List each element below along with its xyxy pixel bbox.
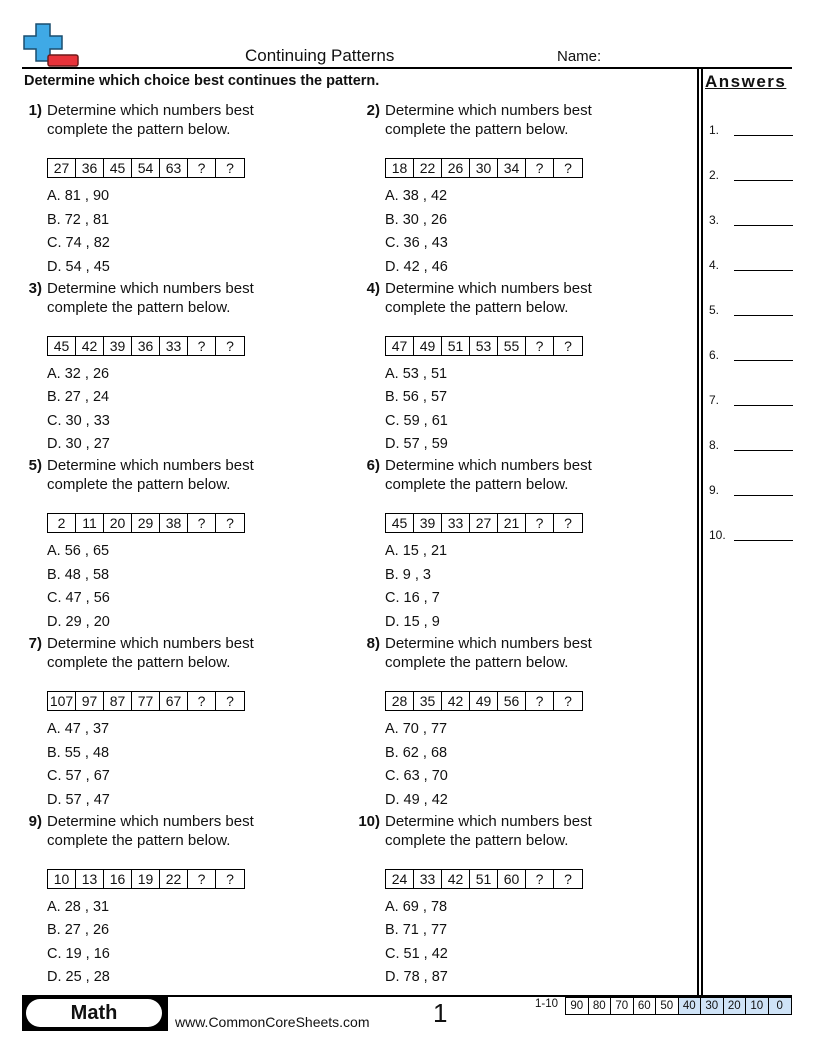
score-table	[565, 997, 792, 1015]
sequence-term: 30	[470, 159, 498, 177]
answer-choices	[385, 898, 448, 992]
question-prompt: Determine which numbers best complete the pattern below.	[385, 812, 592, 849]
top-rule	[22, 67, 792, 69]
choice-option[interactable]: C. 16 , 7	[385, 590, 440, 607]
question-number: 2)	[366, 102, 380, 119]
sequence-term: 55	[498, 337, 526, 355]
sequence-term: 27	[470, 514, 498, 532]
sequence-term: 24	[386, 870, 414, 888]
answer-blank[interactable]	[734, 405, 793, 406]
choice-option[interactable]: C. 59 , 61	[385, 412, 448, 429]
sequence-term: 38	[160, 514, 188, 532]
instructions: Determine which choice best continues the pattern.	[24, 73, 380, 89]
sequence-term: 45	[48, 337, 76, 355]
sequence-term: 42	[76, 337, 104, 355]
answer-line[interactable]	[709, 483, 793, 497]
sequence-term: 87	[104, 692, 132, 710]
unknown-term: ?	[564, 693, 572, 710]
question-number: 10)	[358, 812, 380, 830]
choice-option[interactable]: D. 30 , 27	[47, 436, 110, 453]
choice-option[interactable]: C. 63 , 70	[385, 768, 448, 785]
question-prompt: Determine which numbers best complete the pattern below.	[385, 102, 592, 138]
sequence-term: 42	[442, 692, 470, 710]
choice-option[interactable]: A. 38 , 42	[385, 188, 448, 204]
pattern-sequence	[385, 691, 583, 711]
sequence-term: 45	[104, 159, 132, 177]
pattern-sequence	[385, 513, 583, 533]
pattern-sequence	[47, 869, 245, 889]
unknown-term: ?	[564, 337, 572, 354]
sequence-term: 18	[386, 159, 414, 177]
choice-option[interactable]: C. 19 , 16	[47, 945, 110, 962]
answer-line[interactable]	[709, 123, 793, 137]
unknown-term: ?	[226, 337, 234, 354]
unknown-term: ?	[526, 692, 554, 710]
pattern-sequence	[385, 158, 583, 178]
page-number: 1	[433, 998, 448, 1028]
answer-choices	[385, 365, 448, 459]
unknown-term: ?	[564, 515, 572, 532]
choice-option[interactable]: D. 25 , 28	[47, 969, 110, 986]
answer-blank[interactable]	[734, 225, 793, 226]
question-prompt: Determine which numbers best complete the pattern below.	[47, 279, 254, 316]
sequence-term: 97	[76, 692, 104, 710]
answer-choices	[47, 898, 110, 992]
answer-blank[interactable]	[734, 315, 793, 316]
sequence-term: 67	[160, 692, 188, 710]
choice-option[interactable]: B. 72 , 81	[47, 211, 110, 228]
answer-number: 2.	[709, 168, 720, 182]
unknown-term: ?	[188, 514, 216, 532]
answer-number: 1.	[709, 123, 720, 137]
score-cell: 70	[611, 998, 634, 1014]
choice-option[interactable]: C. 30 , 33	[47, 412, 110, 429]
pattern-sequence	[47, 691, 245, 711]
sequence-term: 22	[414, 159, 442, 177]
question-prompt: Determine which numbers best complete the pattern below.	[385, 457, 592, 494]
sequence-term: 27	[48, 159, 76, 177]
question-prompt: Determine which numbers best complete the pattern below.	[47, 457, 254, 494]
choice-option[interactable]: D. 54 , 45	[47, 258, 110, 275]
pattern-sequence	[385, 869, 583, 889]
answer-choices	[47, 542, 110, 636]
score-cell: 50	[656, 998, 679, 1014]
choice-option[interactable]: C. 36 , 43	[385, 235, 448, 251]
sequence-term: 49	[414, 337, 442, 355]
sequence-term: 20	[104, 514, 132, 532]
unknown-term: ?	[526, 514, 554, 532]
sequence-term: 29	[132, 514, 160, 532]
question-prompt: Determine which numbers best complete the pattern below.	[47, 102, 254, 138]
answer-choices	[385, 542, 447, 636]
choice-option[interactable]: A. 70 , 77	[385, 721, 448, 738]
sequence-term: 60	[498, 870, 526, 888]
sequence-term: 56	[498, 692, 526, 710]
choice-option[interactable]: B. 56 , 57	[385, 389, 448, 406]
sequence-term: 45	[386, 514, 414, 532]
answer-choices	[47, 187, 110, 281]
unknown-term: ?	[188, 870, 216, 888]
answer-number: 4.	[709, 258, 720, 272]
choice-option[interactable]: D. 57 , 47	[47, 791, 110, 808]
score-cell: 30	[701, 998, 724, 1014]
sequence-term: 54	[132, 159, 160, 177]
answer-blank[interactable]	[734, 450, 793, 451]
choice-option[interactable]: A. 47 , 37	[47, 721, 110, 738]
choice-option[interactable]: B. 30 , 26	[385, 211, 448, 228]
sequence-term: 53	[470, 337, 498, 355]
unknown-term: ?	[188, 692, 216, 710]
sequence-term: 51	[470, 870, 498, 888]
score-cell: 60	[634, 998, 657, 1014]
answer-number: 10.	[709, 528, 726, 542]
sequence-term: 26	[442, 159, 470, 177]
answer-blank[interactable]	[734, 360, 793, 361]
website-link[interactable]: www.CommonCoreSheets.com	[175, 1014, 370, 1030]
unknown-term: ?	[226, 515, 234, 532]
choice-option[interactable]: B. 48 , 58	[47, 566, 110, 583]
question-number: 9)	[28, 812, 42, 830]
question-prompt: Determine which numbers best complete the pattern below.	[385, 279, 592, 316]
answer-column-divider	[697, 67, 699, 995]
sequence-term: 36	[132, 337, 160, 355]
choice-option[interactable]: B. 27 , 24	[47, 389, 110, 406]
answer-column-divider-inner	[701, 67, 703, 995]
pattern-sequence	[47, 513, 245, 533]
name-label: Name:	[557, 48, 602, 65]
sequence-term: 49	[470, 692, 498, 710]
choice-option[interactable]: D. 49 , 42	[385, 791, 448, 808]
choice-option[interactable]: B. 9 , 3	[385, 566, 431, 583]
answer-blank[interactable]	[734, 495, 793, 496]
answer-line[interactable]	[709, 258, 793, 272]
choice-option[interactable]: D. 78 , 87	[385, 969, 448, 986]
choice-option[interactable]: B. 27 , 26	[47, 922, 110, 939]
score-cell: 20	[724, 998, 747, 1014]
choice-option[interactable]: A. 28 , 31	[47, 898, 110, 915]
answer-line[interactable]	[709, 438, 793, 452]
question-prompt: Determine which numbers best complete the pattern below.	[47, 812, 254, 849]
unknown-term: ?	[188, 337, 216, 355]
subject-badge	[22, 997, 168, 1031]
question-number: 1)	[28, 102, 42, 119]
sequence-term: 35	[414, 692, 442, 710]
sequence-term: 22	[160, 870, 188, 888]
question-number: 4)	[366, 279, 380, 297]
sequence-term: 11	[76, 514, 104, 532]
answer-number: 8.	[709, 438, 720, 452]
sequence-term: 19	[132, 870, 160, 888]
score-cell: 10	[746, 998, 769, 1014]
answer-number: 6.	[709, 348, 720, 362]
choice-option[interactable]: A. 53 , 51	[385, 365, 448, 382]
choice-option[interactable]: A. 15 , 21	[385, 543, 448, 560]
sequence-term: 107	[48, 692, 76, 710]
sequence-term: 51	[442, 337, 470, 355]
answer-line[interactable]	[709, 213, 793, 227]
choice-option[interactable]: A. 56 , 65	[47, 543, 110, 560]
question-number: 3)	[28, 279, 42, 297]
choice-option[interactable]: B. 71 , 77	[385, 922, 448, 939]
answer-line[interactable]	[709, 348, 793, 362]
choice-option[interactable]: D. 42 , 46	[385, 258, 448, 275]
worksheet-title: Continuing Patterns	[245, 46, 395, 65]
sequence-term: 33	[442, 514, 470, 532]
answer-choices	[385, 187, 448, 281]
choice-option[interactable]: B. 62 , 68	[385, 744, 448, 761]
unknown-term: ?	[564, 160, 572, 176]
unknown-term: ?	[564, 870, 572, 887]
score-range-label: 1-10	[535, 998, 559, 1010]
choice-option[interactable]: B. 55 , 48	[47, 744, 110, 761]
score-cell: 0	[769, 998, 792, 1014]
choice-option[interactable]: A. 69 , 78	[385, 898, 448, 915]
sequence-term: 63	[160, 159, 188, 177]
sequence-term: 42	[442, 870, 470, 888]
sequence-term: 2	[48, 514, 76, 532]
sequence-term: 21	[498, 514, 526, 532]
sequence-term: 28	[386, 692, 414, 710]
choice-option[interactable]: C. 47 , 56	[47, 590, 110, 607]
unknown-term: ?	[226, 693, 234, 710]
sequence-term: 47	[386, 337, 414, 355]
choice-option[interactable]: A. 32 , 26	[47, 365, 110, 382]
answer-line[interactable]	[709, 528, 793, 542]
answer-line[interactable]	[709, 393, 793, 407]
answer-number: 5.	[709, 303, 720, 317]
sequence-term: 77	[132, 692, 160, 710]
sequence-term: 33	[160, 337, 188, 355]
sequence-term: 34	[498, 159, 526, 177]
logo-plus-minus-icon	[22, 22, 80, 68]
choice-option[interactable]: D. 29 , 20	[47, 613, 110, 630]
answer-number: 9.	[709, 483, 720, 497]
choice-option[interactable]: D. 15 , 9	[385, 613, 440, 630]
choice-option[interactable]: A. 81 , 90	[47, 188, 110, 204]
answer-number: 3.	[709, 213, 720, 227]
answer-choices	[47, 365, 110, 459]
pattern-sequence	[47, 336, 245, 356]
sequence-term: 33	[414, 870, 442, 888]
choice-option[interactable]: D. 57 , 59	[385, 436, 448, 453]
unknown-term: ?	[526, 159, 554, 177]
unknown-term: ?	[526, 337, 554, 355]
sequence-term: 10	[48, 870, 76, 888]
answer-number: 7.	[709, 393, 720, 407]
question-prompt: Determine which numbers best complete the pattern below.	[47, 635, 254, 672]
choice-option[interactable]: C. 51 , 42	[385, 945, 448, 962]
unknown-term: ?	[226, 160, 234, 176]
answer-line[interactable]	[709, 168, 793, 182]
choice-option[interactable]: C. 57 , 67	[47, 768, 110, 785]
sequence-term: 39	[104, 337, 132, 355]
question-number: 5)	[28, 457, 42, 475]
answer-choices	[385, 720, 448, 814]
unknown-term: ?	[226, 870, 234, 887]
subject-label: Math	[26, 999, 162, 1027]
question-number: 7)	[28, 635, 42, 653]
question-prompt: Determine which numbers best complete the pattern below.	[385, 635, 592, 672]
answer-blank[interactable]	[734, 270, 793, 271]
sequence-term: 39	[414, 514, 442, 532]
score-cell: 90	[566, 998, 589, 1014]
question-number: 6)	[366, 457, 380, 475]
choice-option[interactable]: C. 74 , 82	[47, 235, 110, 251]
pattern-sequence	[47, 158, 245, 178]
answer-blank[interactable]	[734, 180, 793, 181]
answer-blank[interactable]	[734, 540, 793, 541]
answers-title: Answers	[705, 72, 787, 91]
sequence-term: 16	[104, 870, 132, 888]
pattern-sequence	[385, 336, 583, 356]
unknown-term: ?	[188, 159, 216, 177]
unknown-term: ?	[526, 870, 554, 888]
answer-choices	[47, 720, 110, 814]
score-cell: 80	[589, 998, 612, 1014]
sequence-term: 36	[76, 159, 104, 177]
question-number: 8)	[366, 635, 380, 653]
answer-blank[interactable]	[734, 135, 793, 136]
answer-line[interactable]	[709, 303, 793, 317]
score-cell: 40	[679, 998, 702, 1014]
sequence-term: 13	[76, 870, 104, 888]
